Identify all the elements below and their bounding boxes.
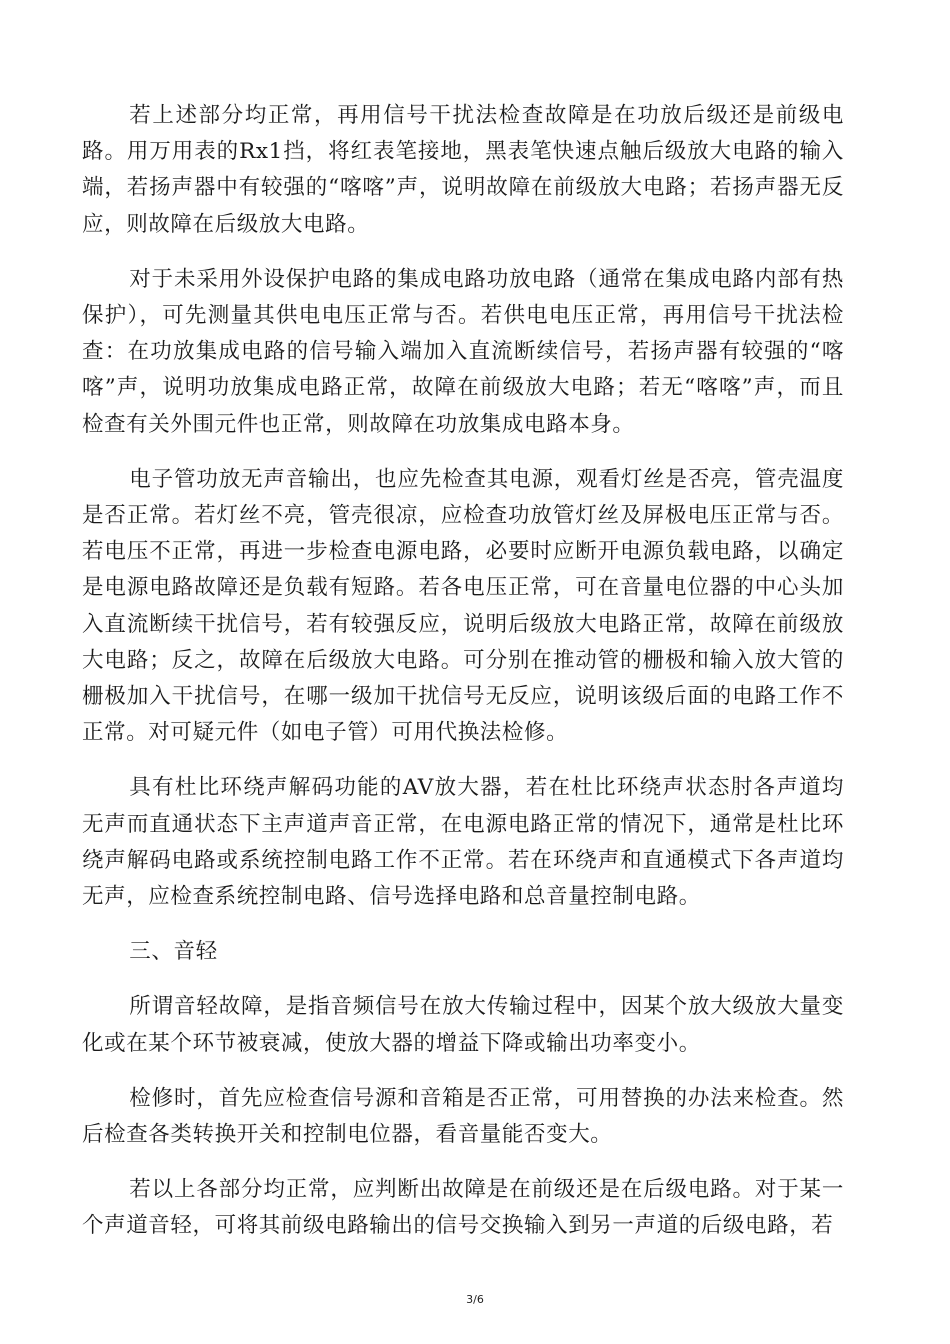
paragraph-5: 所谓音轻故障，是指音频信号在放大传输过程中，因某个放大级放大量变化或在某个环节被衰减，使放大器的增益下降或输出功率变小。	[82, 994, 844, 1056]
paragraph-2: 对于未采用外设保护电路的集成电路功放电路（通常在集成电路内部有热保护），可先测量其供电电压正常与否。若供电电压正常，再用信号干扰法检查：在功放集成电路的信号输入端加入直流断续信号，若扬声器有较强的“喀喀”声，说明功放集成电路正常，故障在前级放大电路；若无“喀喀”声，而且检查有关外围元件也正常，则故障在功放集成电路本身。	[82, 266, 844, 437]
page-number: 3/6	[466, 1293, 484, 1306]
paragraph-4: 具有杜比环绕声解码功能的AV放大器，若在杜比环绕声状态肘各声道均无声而直通状态下主声道声音正常，在电源电路正常的情况下，通常是杜比环绕声解码电路或系统控制电路工作不正常。若在环绕声和直通模式下各声道均无声，应检查系统控制电路、信号选择电路和总音量控制电路。	[82, 775, 844, 910]
paragraph-1: 若上述部分均正常，再用信号干扰法检查故障是在功放后级还是前级电路。用万用表的Rx1挡，将红表笔接地，黑表笔快速点触后级放大电路的输入端，若扬声器中有较强的“喀喀”声，说明故障在前级放大电路；若扬声器无反应，则故障在后级放大电路。	[82, 103, 844, 237]
section-heading: 三、音轻	[129, 939, 218, 965]
paragraph-7: 若以上各部分均正常，应判断出故障是在前级还是在后级电路。对于某一个声道音轻，可将其前级电路输出的信号交换输入到另一声道的后级电路，若	[82, 1177, 844, 1239]
document-body	[82, 98, 844, 1264]
paragraph-3: 电子管功放无声音输出，也应先检查其电源，观看灯丝是否亮，管壳温度是否正常。若灯丝不亮，管壳很凉，应检查功放管灯丝及屏极电压正常与否。若电压不正常，再进一步检查电源电路，必要时应断开电源负载电路，以确定是电源电路故障还是负载有短路。若各电压正常，可在音量电位器的中心头加入直流断续干扰信号，若有较强反应，说明后级放大电路正常，故障在前级放大电路；反之，故障在后级放大电路。可分别在推动管的栅极和输入放大管的栅极加入干扰信号，在哪一级加干扰信号无反应，说明该级后面的电路工作不正常。对可疑元件（如电子管）可用代换法检修。	[82, 466, 844, 746]
paragraph-6: 检修时，首先应检查信号源和音箱是否正常，可用替换的办法来检查。然后检查各类转换开关和控制电位器，看音量能否变大。	[82, 1085, 844, 1148]
